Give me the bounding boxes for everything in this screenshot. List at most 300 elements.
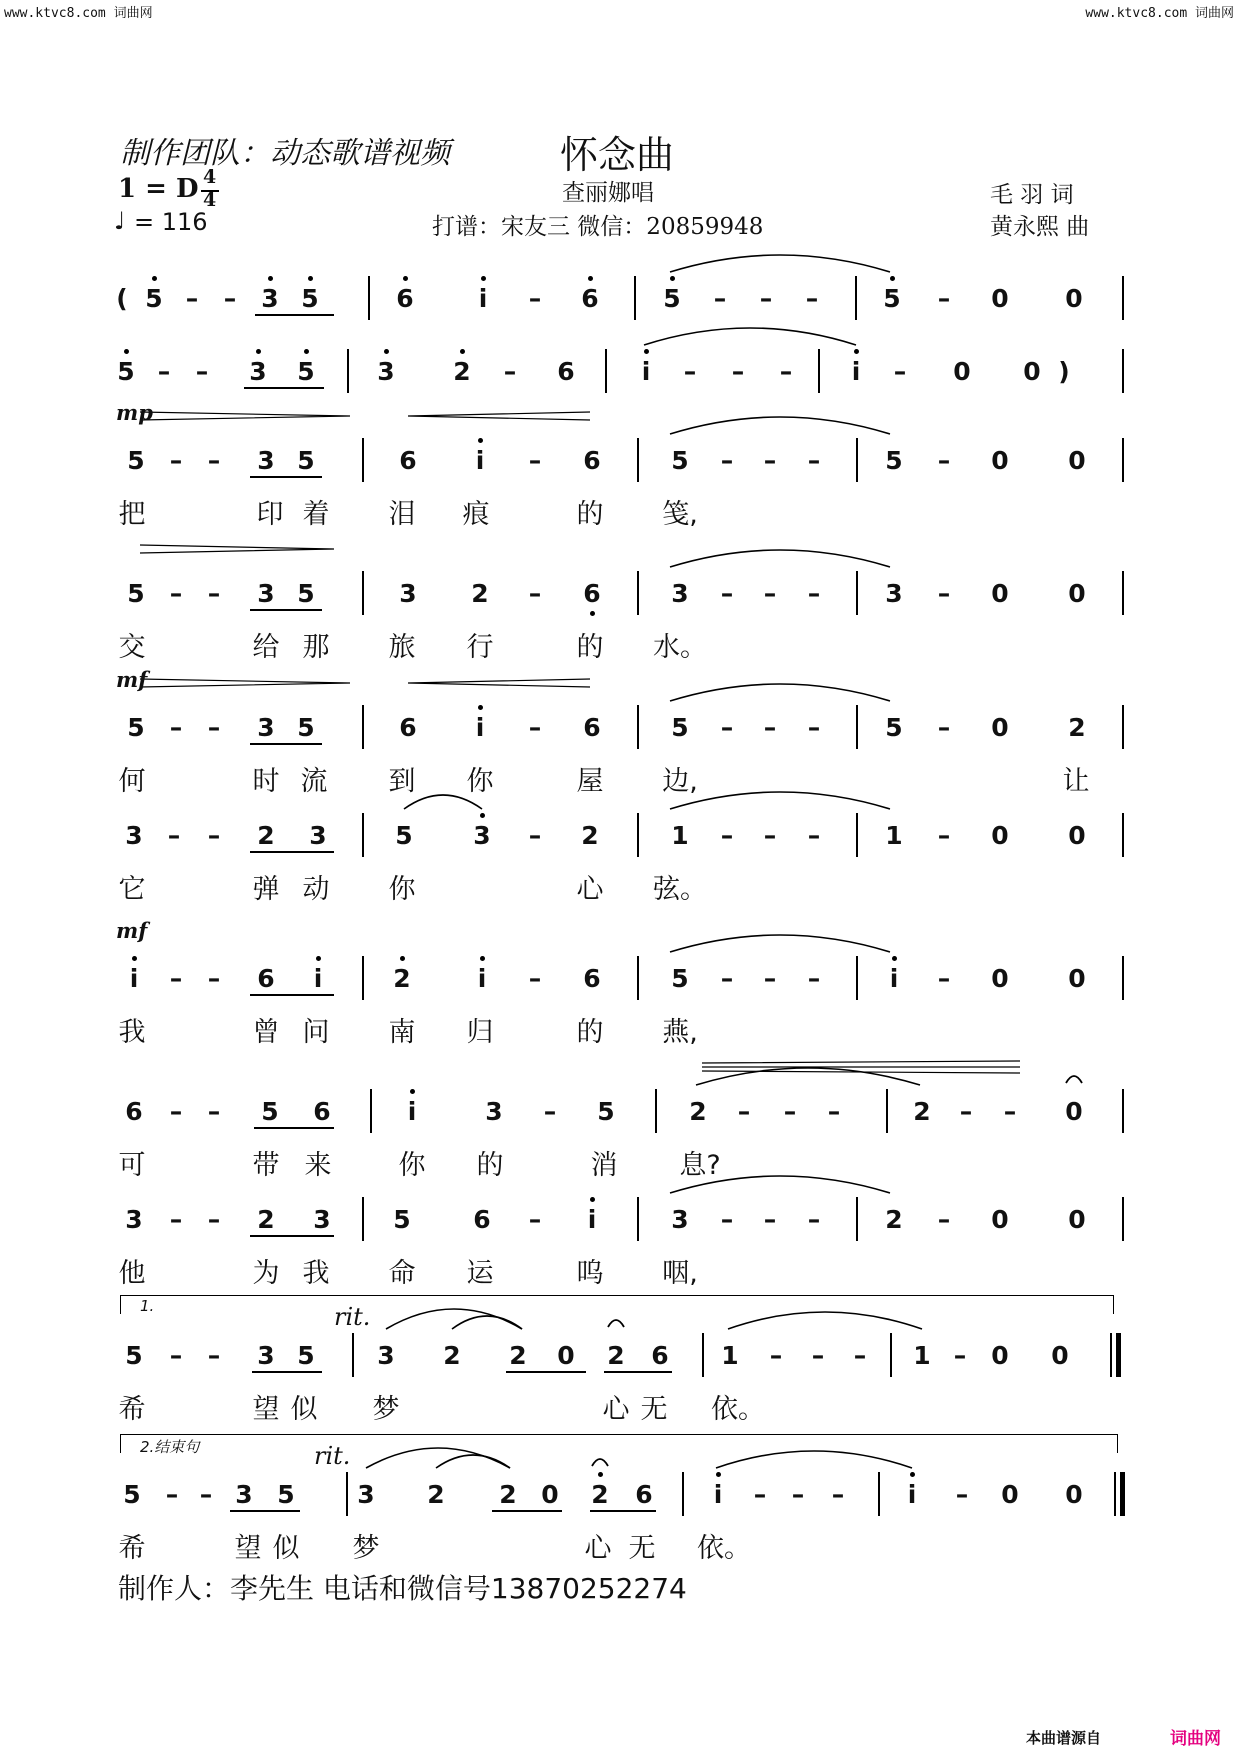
note: 0 [991, 446, 1009, 475]
beam-underline [250, 851, 334, 853]
note: 3 [309, 821, 327, 850]
lyric-syllable: 运 [466, 1258, 494, 1289]
note: i [475, 713, 485, 742]
note: 2 [471, 579, 489, 608]
beam-underline [250, 476, 322, 478]
lyric-syllable: 你 [398, 1150, 426, 1181]
note: 5 [123, 1480, 141, 1509]
lyric-syllable: 弹 [252, 874, 280, 905]
lyric-syllable: 的 [576, 632, 604, 663]
slur [452, 1316, 522, 1329]
note: – [763, 821, 777, 850]
note: i [641, 357, 651, 386]
lyric-syllable: 你 [466, 766, 494, 797]
lyric-syllable: 何 [118, 766, 146, 797]
note: 5 [127, 446, 145, 475]
note: 5 [297, 1341, 315, 1370]
note: – [207, 821, 221, 850]
note: – [937, 446, 951, 475]
note: 5 [127, 713, 145, 742]
slur [436, 1455, 510, 1468]
slur [644, 328, 856, 345]
note: – [207, 964, 221, 993]
slur-layer [0, 1265, 1240, 1365]
note: 0 [991, 284, 1009, 313]
slur-layer [0, 503, 1240, 603]
note: – [207, 713, 221, 742]
note: – [169, 964, 183, 993]
lyric-syllable: 着 [302, 499, 330, 530]
lyric-syllable: 行 [466, 632, 494, 663]
source-label: 本曲谱源自 [1026, 1729, 1102, 1747]
lyric-syllable: 那 [302, 632, 330, 663]
note: – [195, 357, 209, 386]
dynamic-hairpin [408, 679, 590, 687]
beam-underline [492, 1510, 562, 1512]
note: – [807, 1205, 821, 1234]
note: – [207, 1205, 221, 1234]
lyric-syllable: 问 [302, 1017, 330, 1048]
note: 0 [991, 579, 1009, 608]
beam-underline [230, 1510, 300, 1512]
key-signature: 1 = D [118, 174, 199, 204]
note: 0 [1065, 1097, 1083, 1126]
lyric-syllable: 望 [234, 1533, 262, 1564]
note: – [791, 1480, 805, 1509]
note: i [713, 1480, 723, 1509]
note: 6 [651, 1341, 669, 1370]
lyric-syllable: 心 [576, 874, 604, 905]
beam-underline [604, 1371, 672, 1373]
note: 2 [393, 964, 411, 993]
lyric-syllable: 你 [388, 874, 416, 905]
note: 2 [591, 1480, 609, 1509]
slur [670, 684, 890, 701]
note: – [543, 1097, 557, 1126]
volta-bracket [120, 1295, 1114, 1314]
lyric-syllable: 希 [118, 1394, 146, 1425]
lyric-syllable: 无 [628, 1533, 656, 1564]
note: – [937, 1205, 951, 1234]
lyric-syllable: 梦 [372, 1394, 400, 1425]
note: 5 [883, 284, 901, 313]
lyric-syllable: 息? [679, 1150, 721, 1181]
note: 2 [427, 1480, 445, 1509]
dynamic-marking: mf [116, 918, 148, 943]
slur-layer [0, 745, 1240, 845]
note: – [169, 1341, 183, 1370]
lyric-syllable: 边, [662, 766, 698, 797]
note: 3 [671, 579, 689, 608]
note: 1 [913, 1341, 931, 1370]
note: – [763, 446, 777, 475]
note: 6 [257, 964, 275, 993]
slur-layer [0, 281, 1240, 381]
lyric-syllable: 咽, [662, 1258, 698, 1289]
lyric-syllable: 呜 [576, 1258, 604, 1289]
note: – [1003, 1097, 1017, 1126]
note: 3 [257, 1341, 275, 1370]
beam-underline [252, 1371, 322, 1373]
note: 5 [297, 357, 315, 386]
composer: 黄永熙 曲 [990, 214, 1090, 240]
note: – [157, 357, 171, 386]
lyric-syllable: 交 [118, 632, 146, 663]
note: – [853, 1341, 867, 1370]
note: 3 [377, 1341, 395, 1370]
note: 6 [473, 1205, 491, 1234]
note: – [207, 579, 221, 608]
note: – [169, 446, 183, 475]
lyric-syllable: 归 [466, 1017, 494, 1048]
note: i [889, 964, 899, 993]
note: 3 [377, 357, 395, 386]
lyric-syllable: 命 [388, 1258, 416, 1289]
note: 3 [249, 357, 267, 386]
lyric-syllable: 我 [302, 1258, 330, 1289]
maker-info: 制作人：李先生 电话和微信号13870252274 [118, 1572, 687, 1605]
lyric-syllable: 无 [640, 1394, 668, 1425]
slur-layer [0, 637, 1240, 737]
lyric-syllable: 带 [252, 1150, 280, 1181]
note: 3 [485, 1097, 503, 1126]
beam-underline [506, 1371, 586, 1373]
lyricist: 毛 羽 词 [990, 182, 1074, 208]
note: 6 [396, 284, 414, 313]
note: 2 [607, 1341, 625, 1370]
lyric-syllable: 到 [388, 766, 416, 797]
slur-layer [0, 888, 1240, 988]
note: 3 [257, 713, 275, 742]
note: 3 [671, 1205, 689, 1234]
note: 6 [583, 579, 601, 608]
note: 1 [721, 1341, 739, 1370]
note: 2 [689, 1097, 707, 1126]
note: – [959, 1097, 973, 1126]
note: – [720, 713, 734, 742]
note: 0 [1065, 1480, 1083, 1509]
note: 5 [297, 579, 315, 608]
note: – [807, 713, 821, 742]
slur-layer [0, 370, 1240, 470]
note: 5 [395, 821, 413, 850]
note: 3 [235, 1480, 253, 1509]
note: 5 [885, 713, 903, 742]
lyric-syllable: 为 [252, 1258, 280, 1289]
lyric-syllable: 心 [584, 1533, 612, 1564]
note: 3 [125, 821, 143, 850]
note: 2 [257, 1205, 275, 1234]
note: – [720, 579, 734, 608]
ritardando-marking: rit. [334, 1303, 371, 1331]
lyric-syllable: 的 [576, 1017, 604, 1048]
site-label-right: www.ktvc8.com 词曲网 [1085, 6, 1234, 21]
note: – [763, 713, 777, 742]
slur [670, 792, 890, 809]
note: – [720, 821, 734, 850]
note: – [683, 357, 697, 386]
note: – [763, 579, 777, 608]
note: 3 [885, 579, 903, 608]
note: – [811, 1341, 825, 1370]
note: 5 [663, 284, 681, 313]
note: – [953, 1341, 967, 1370]
lyric-syllable: 曾 [252, 1017, 280, 1048]
note: – [937, 713, 951, 742]
note: 2 [499, 1480, 517, 1509]
note: – [720, 446, 734, 475]
note: – [737, 1097, 751, 1126]
production-credit: 制作团队：动态歌谱视频 [120, 136, 450, 171]
note: 5 [277, 1480, 295, 1509]
note: 0 [557, 1341, 575, 1370]
note: i [407, 1097, 417, 1126]
note: 6 [583, 446, 601, 475]
time-signature-bottom: 4 [203, 189, 217, 211]
volta-label: 1. [140, 1297, 155, 1315]
lyric-syllable: 依。 [697, 1533, 751, 1564]
beam-underline [250, 1235, 334, 1237]
lyric-syllable: 燕, [662, 1017, 698, 1048]
note: – [169, 713, 183, 742]
note: – [937, 964, 951, 993]
note: 6 [635, 1480, 653, 1509]
note: 2 [443, 1341, 461, 1370]
slur [670, 550, 890, 567]
slur [670, 1176, 890, 1193]
note: 2 [453, 357, 471, 386]
volta-bracket [120, 1434, 1118, 1453]
note: 1 [885, 821, 903, 850]
note: – [937, 579, 951, 608]
note: – [769, 1341, 783, 1370]
lyric-syllable: 流 [300, 766, 328, 797]
lyric-syllable: 似 [272, 1533, 300, 1564]
note: 6 [125, 1097, 143, 1126]
note: – [759, 284, 773, 313]
lyric-syllable: 的 [576, 499, 604, 530]
beam-underline [250, 994, 334, 996]
note: 0 [953, 357, 971, 386]
site-label-left: www.ktvc8.com 词曲网 [4, 6, 153, 21]
note: 0 [1068, 446, 1086, 475]
lyric-syllable: 泪 [388, 499, 416, 530]
note: – [528, 284, 542, 313]
note: i [587, 1205, 597, 1234]
lyric-syllable: 依。 [711, 1394, 765, 1425]
lyric-syllable: 他 [118, 1258, 146, 1289]
beam-underline [590, 1510, 656, 1512]
note: 0 [1065, 284, 1083, 313]
note: 6 [583, 713, 601, 742]
note: 5 [127, 579, 145, 608]
note: 3 [261, 284, 279, 313]
lyric-syllable: 让 [1062, 766, 1090, 797]
note: 6 [399, 446, 417, 475]
note: 5 [393, 1205, 411, 1234]
slur [404, 795, 482, 809]
note: – [720, 1205, 734, 1234]
note: – [169, 1205, 183, 1234]
note: i [475, 446, 485, 475]
note: i [851, 357, 861, 386]
slur [670, 255, 890, 272]
lyric-syllable: 水。 [653, 632, 707, 663]
lyric-syllable: 笺, [662, 499, 698, 530]
note: 2 [509, 1341, 527, 1370]
note: – [528, 964, 542, 993]
note: – [731, 357, 745, 386]
lyric-syllable: 的 [476, 1150, 504, 1181]
note: 2 [581, 821, 599, 850]
note: – [207, 1097, 221, 1126]
song-title: 怀念曲 [560, 133, 675, 177]
note: 0 [1068, 1205, 1086, 1234]
note: 3 [125, 1205, 143, 1234]
note: – [955, 1480, 969, 1509]
note: – [528, 1205, 542, 1234]
note: – [528, 579, 542, 608]
lyric-syllable: 它 [118, 874, 146, 905]
lyric-syllable: 来 [304, 1150, 332, 1181]
note: 5 [297, 713, 315, 742]
note: 5 [597, 1097, 615, 1126]
note: 5 [117, 357, 135, 386]
note: – [528, 713, 542, 742]
note: 5 [261, 1097, 279, 1126]
slur-layer [0, 1021, 1240, 1121]
quarter-note-icon: ♩ [114, 207, 126, 235]
lyric-syllable: 消 [590, 1150, 618, 1181]
ritardando-marking: rit. [314, 1442, 351, 1470]
slur [728, 1312, 922, 1329]
note: 5 [125, 1341, 143, 1370]
lyric-syllable: 时 [252, 766, 280, 797]
note: 5 [671, 713, 689, 742]
tempo-marking: = 116 [134, 208, 208, 236]
note: – [169, 1097, 183, 1126]
note: – [753, 1480, 767, 1509]
lyric-syllable: 旅 [388, 632, 416, 663]
note: – [763, 1205, 777, 1234]
note: – [528, 821, 542, 850]
note: 6 [583, 964, 601, 993]
note: 1 [671, 821, 689, 850]
note: 3 [357, 1480, 375, 1509]
note: 0 [991, 713, 1009, 742]
note: – [199, 1480, 213, 1509]
note: 6 [581, 284, 599, 313]
dynamic-marking: mp [116, 400, 153, 425]
note: – [165, 1480, 179, 1509]
note: – [807, 964, 821, 993]
source-site-logo: 词曲网 [1170, 1729, 1221, 1749]
note: – [831, 1480, 845, 1509]
score-system [0, 1438, 1240, 1572]
note: 0 [1068, 964, 1086, 993]
note: – [827, 1097, 841, 1126]
note: i [477, 964, 487, 993]
note: 5 [301, 284, 319, 313]
lyric-syllable: 似 [290, 1394, 318, 1425]
note: 6 [557, 357, 575, 386]
note: i [129, 964, 139, 993]
fermata-icon [1066, 1076, 1082, 1083]
lyric-syllable: 希 [118, 1533, 146, 1564]
note: 0 [991, 1341, 1009, 1370]
time-signature-top: 4 [203, 166, 217, 188]
note: – [893, 357, 907, 386]
note: 6 [313, 1097, 331, 1126]
slur-layer [0, 1129, 1240, 1229]
beam-underline [250, 609, 322, 611]
note: – [223, 284, 237, 313]
note: – [763, 964, 777, 993]
note: 5 [885, 446, 903, 475]
lyric-syllable: 望 [252, 1394, 280, 1425]
note: 2 [913, 1097, 931, 1126]
note: 6 [399, 713, 417, 742]
note: – [713, 284, 727, 313]
slur [670, 417, 890, 434]
note: – [807, 446, 821, 475]
note: – [207, 446, 221, 475]
note: ) [1058, 357, 1070, 386]
note: – [185, 284, 199, 313]
note: 3 [257, 446, 275, 475]
note: – [779, 357, 793, 386]
dynamic-hairpin [408, 412, 590, 420]
note: 2 [257, 821, 275, 850]
note: i [907, 1480, 917, 1509]
lyric-syllable: 心 [602, 1394, 630, 1425]
volta-label: 2.结束句 [140, 1438, 200, 1456]
lyric-syllable: 我 [118, 1017, 146, 1048]
note: – [937, 284, 951, 313]
note: 3 [313, 1205, 331, 1234]
note: – [807, 821, 821, 850]
note: – [167, 821, 181, 850]
note: 0 [1068, 821, 1086, 850]
note: 2 [885, 1205, 903, 1234]
note: 3 [473, 821, 491, 850]
note: 0 [1051, 1341, 1069, 1370]
note: 3 [399, 579, 417, 608]
note: – [528, 446, 542, 475]
note: 3 [257, 579, 275, 608]
lyric-syllable: 南 [388, 1017, 416, 1048]
note: 0 [1001, 1480, 1019, 1509]
slur [716, 1451, 912, 1468]
fermata-icon [592, 1459, 608, 1466]
lyric-syllable: 给 [252, 632, 280, 663]
note: – [783, 1097, 797, 1126]
note: – [207, 1341, 221, 1370]
lyric-syllable: 印 [256, 499, 284, 530]
note: 0 [991, 821, 1009, 850]
lyric-syllable: 可 [118, 1150, 146, 1181]
lyric-syllable: 痕 [462, 499, 490, 530]
dynamic-hairpin [140, 679, 350, 687]
lyric-syllable: 把 [118, 499, 146, 530]
lyric-syllable: 动 [302, 874, 330, 905]
lyric-syllable: 屋 [576, 766, 604, 797]
note: – [937, 821, 951, 850]
note: ( [116, 284, 128, 313]
note: 0 [991, 964, 1009, 993]
note: 0 [1068, 579, 1086, 608]
slur [696, 1068, 920, 1085]
